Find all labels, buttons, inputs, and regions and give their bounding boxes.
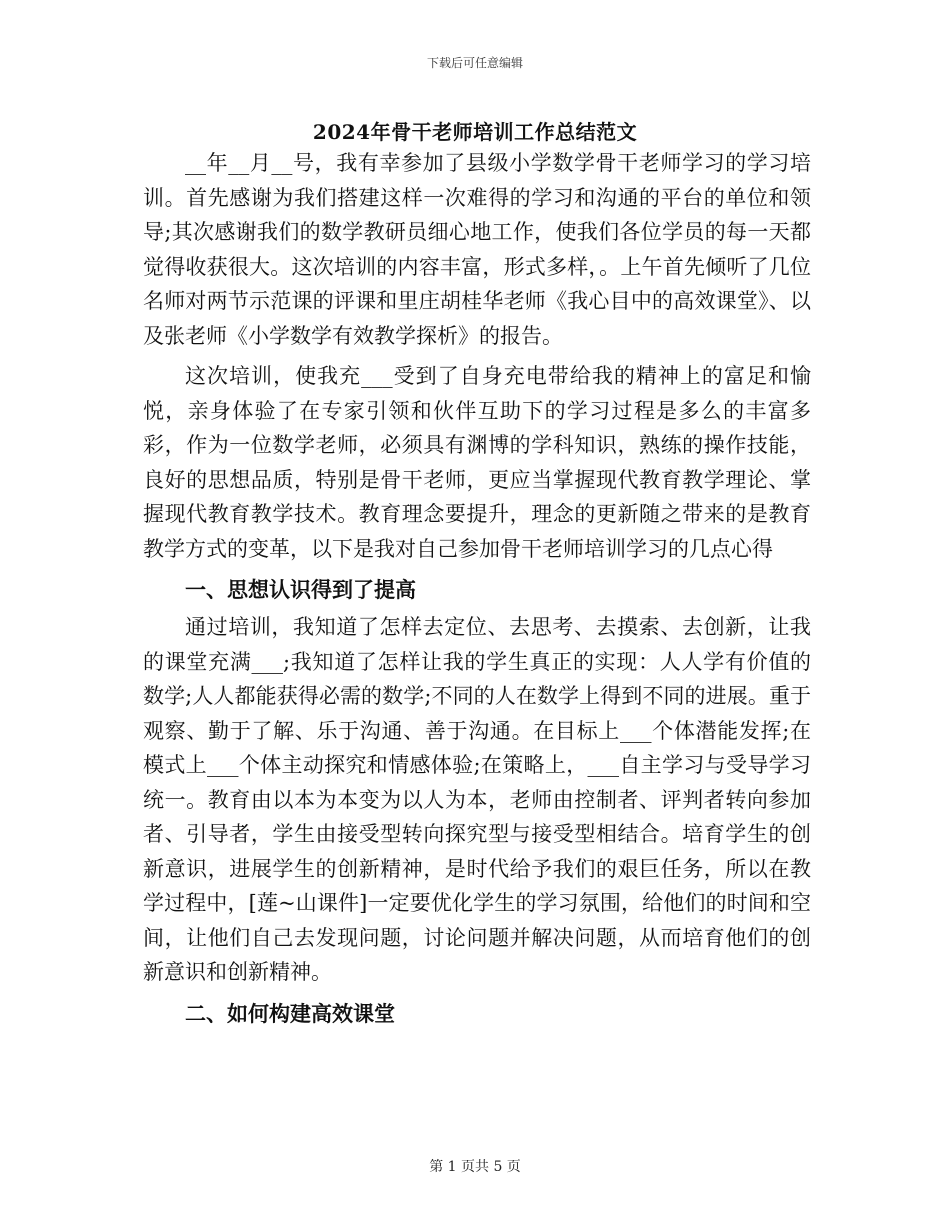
header-note: 下载后可任意编辑	[426, 56, 523, 70]
document-title: 2024年骨干老师培训工作总结范文	[312, 120, 638, 144]
paragraph-intro: __年__月__号，我有幸参加了县级小学数学骨干老师学习的学习培训。首先感谢为我们搭建这样一次难得的学习和沟通的平台的单位和领导;其次感谢我们的数学教研员细心地工作，使我们各位学员的每一天都觉得收获很大。这次培训的内容丰富，形式多样，。上午首先倾听了几位名师对两节示范课的评课和里庄胡桂华老师《我心目中的高效课堂》、以及张老师《小学数学有效教学探析》的报告。	[143, 151, 811, 348]
document-body	[143, 146, 811, 1034]
page-footer: 第 1 页共 5 页	[429, 1159, 521, 1175]
paragraph-section-1: 通过培训，我知道了怎样去定位、去思考、去摸索、去创新，让我的课堂充满___;我知道了怎样让我的学生真正的实现：人人学有价值的数学;人人都能获得必需的数学;不同的人在数学上得到不同的进展。重于观察、勤于了解、乐于沟通、善于沟通。在目标上___个体潜能发挥;在模式上___个体主动探究和情感体验;在策略上，___自主学习与受导学习统一。教育由以本为本变为以人为本，老师由控制者、评判者转向参加者、引导者，学生由接受型转向探究型与接受型相结合。培育学生的创新意识，进展学生的创新精神，是时代给予我们的艰巨任务，所以在教学过程中，[莲~山课件]一定要优化学生的学习氛围，给他们的时间和空间，让他们自己去发现问题，讨论问题并解决问题，从而培育他们的创新意识和创新精神。	[143, 615, 811, 984]
paragraph-training-experience: 这次培训，使我充___受到了自身充电带给我的精神上的富足和愉悦，亲身体验了在专家引领和伙伴互助下的学习过程是多么的丰富多彩，作为一位数学老师，必须具有渊博的学科知识，熟练的操作技能，良好的思想品质，特别是骨干老师，更应当掌握现代教育教学理论、掌握现代教育教学技术。教育理念要提升，理念的更新随之带来的是教育教学方式的变革，以下是我对自己参加骨干老师培训学习的几点心得	[143, 364, 811, 561]
section-heading-2: 二、如何构建高效课堂	[185, 1000, 395, 1026]
section-heading-1: 一、思想认识得到了提高	[185, 577, 416, 602]
